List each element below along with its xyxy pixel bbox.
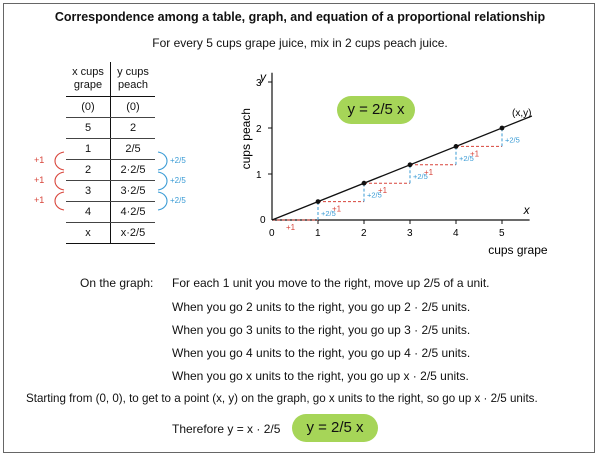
x-tick-label: 1 <box>315 228 321 239</box>
y-axis-letter: y <box>260 69 266 84</box>
table-cell: 4 <box>66 202 111 223</box>
rise-step-label: +2/5 <box>367 190 382 200</box>
step-arrow <box>55 152 64 170</box>
run-step-label: +1 <box>470 149 480 159</box>
step-arrow <box>158 192 167 210</box>
table-header-row <box>66 62 155 97</box>
step-arrow <box>55 172 64 190</box>
data-point <box>362 181 367 186</box>
x-tick-label: 3 <box>407 228 413 239</box>
step-group <box>272 128 520 232</box>
explanation-summary: Starting from (0, 0), to get to a point (x, y) on the graph, go x units to the right, so go up x · 2/5 units. <box>26 392 538 405</box>
step-label: +2/5 <box>170 196 186 205</box>
x-axis-letter: x <box>523 203 530 217</box>
table-left-steps <box>20 140 70 220</box>
table-row <box>66 139 155 160</box>
run-step-label: +1 <box>286 223 296 232</box>
figure-subtitle: For every 5 cups grape juice, mix in 2 cups peach juice. <box>152 36 448 50</box>
final-equation-badge: y = 2/5 x <box>292 414 378 442</box>
y-tick-label: 1 <box>256 170 262 181</box>
data-point <box>316 199 321 204</box>
table-row <box>66 181 155 202</box>
rise-step-label: +2/5 <box>413 172 428 182</box>
step-label: +1 <box>34 175 45 185</box>
table-cell: x·2/5 <box>111 223 156 244</box>
table-row <box>66 202 155 223</box>
rise-step-label: +2/5 <box>459 153 474 163</box>
figure-title: Correspondence among a table, graph, and equation of a proportional relationship <box>54 10 546 24</box>
data-point <box>408 162 413 167</box>
run-step-label: +1 <box>378 186 388 196</box>
point-label: (x,y) <box>512 108 532 119</box>
x-tick-label: 0 <box>269 228 275 239</box>
series-line <box>272 116 532 220</box>
x-tick-label: 5 <box>499 228 505 239</box>
x-tick-label: 4 <box>453 228 459 239</box>
table-row <box>66 223 155 244</box>
explanation-line: For each 1 unit you move to the right, move up 2/5 of a unit. <box>172 276 490 290</box>
equation-badge: y = 2/5 x <box>337 96 415 124</box>
table-right-steps <box>156 140 196 220</box>
table-cell: 1 <box>66 139 111 160</box>
table-header-y: y cups peach <box>111 62 156 97</box>
origin-label: 0 <box>260 215 266 226</box>
step-label: +2/5 <box>170 156 186 165</box>
explanation-line: When you go x units to the right, you go up x · 2/5 units. <box>172 369 469 383</box>
ratio-table <box>66 62 155 244</box>
x-tick-label: 2 <box>361 228 367 239</box>
point-group <box>316 126 505 204</box>
table-cell: 3·2/5 <box>111 181 156 202</box>
step-label: +1 <box>34 155 45 165</box>
table-header-x: x cups grape <box>66 62 111 97</box>
proportional-graph <box>228 62 568 262</box>
table-cell: 3 <box>66 181 111 202</box>
data-point <box>454 144 459 149</box>
step-arrow <box>158 152 167 170</box>
x-axis-label: cups grape <box>488 243 548 257</box>
explanation-line: When you go 3 units to the right, you go up 3 · 2/5 units. <box>172 323 471 337</box>
run-step-label: +1 <box>424 167 434 177</box>
table-cell: 2 <box>111 118 156 139</box>
table-row <box>66 118 155 139</box>
rise-step-label: +2/5 <box>505 135 520 145</box>
y-tick-label: 2 <box>256 124 262 135</box>
table-cell: 2/5 <box>111 139 156 160</box>
explanation-line: When you go 4 units to the right, you go up 4 · 2/5 units. <box>172 346 471 360</box>
table-cell: 2·2/5 <box>111 160 156 181</box>
explanation-line: When you go 2 units to the right, you go up 2 · 2/5 units. <box>172 300 471 314</box>
table-row <box>66 97 155 118</box>
table-cell: x <box>66 223 111 244</box>
table-cell: 2 <box>66 160 111 181</box>
table-row <box>66 160 155 181</box>
step-arrow <box>55 192 64 210</box>
explanation-lead: On the graph: <box>80 276 154 290</box>
table-cell: (0) <box>111 97 156 118</box>
table-cell: 5 <box>66 118 111 139</box>
step-label: +2/5 <box>170 176 186 185</box>
y-tick-label: 3 <box>256 78 262 89</box>
step-arrow <box>158 172 167 190</box>
table-cell: 4·2/5 <box>111 202 156 223</box>
rise-step-label: +2/5 <box>321 209 336 218</box>
run-step-label: +1 <box>332 204 342 214</box>
table-cell: (0) <box>66 97 111 118</box>
therefore-text: Therefore y = x · 2/5 <box>172 422 281 436</box>
data-point <box>500 126 505 131</box>
y-axis-label: cups peach <box>239 108 253 170</box>
step-label: +1 <box>34 195 45 205</box>
